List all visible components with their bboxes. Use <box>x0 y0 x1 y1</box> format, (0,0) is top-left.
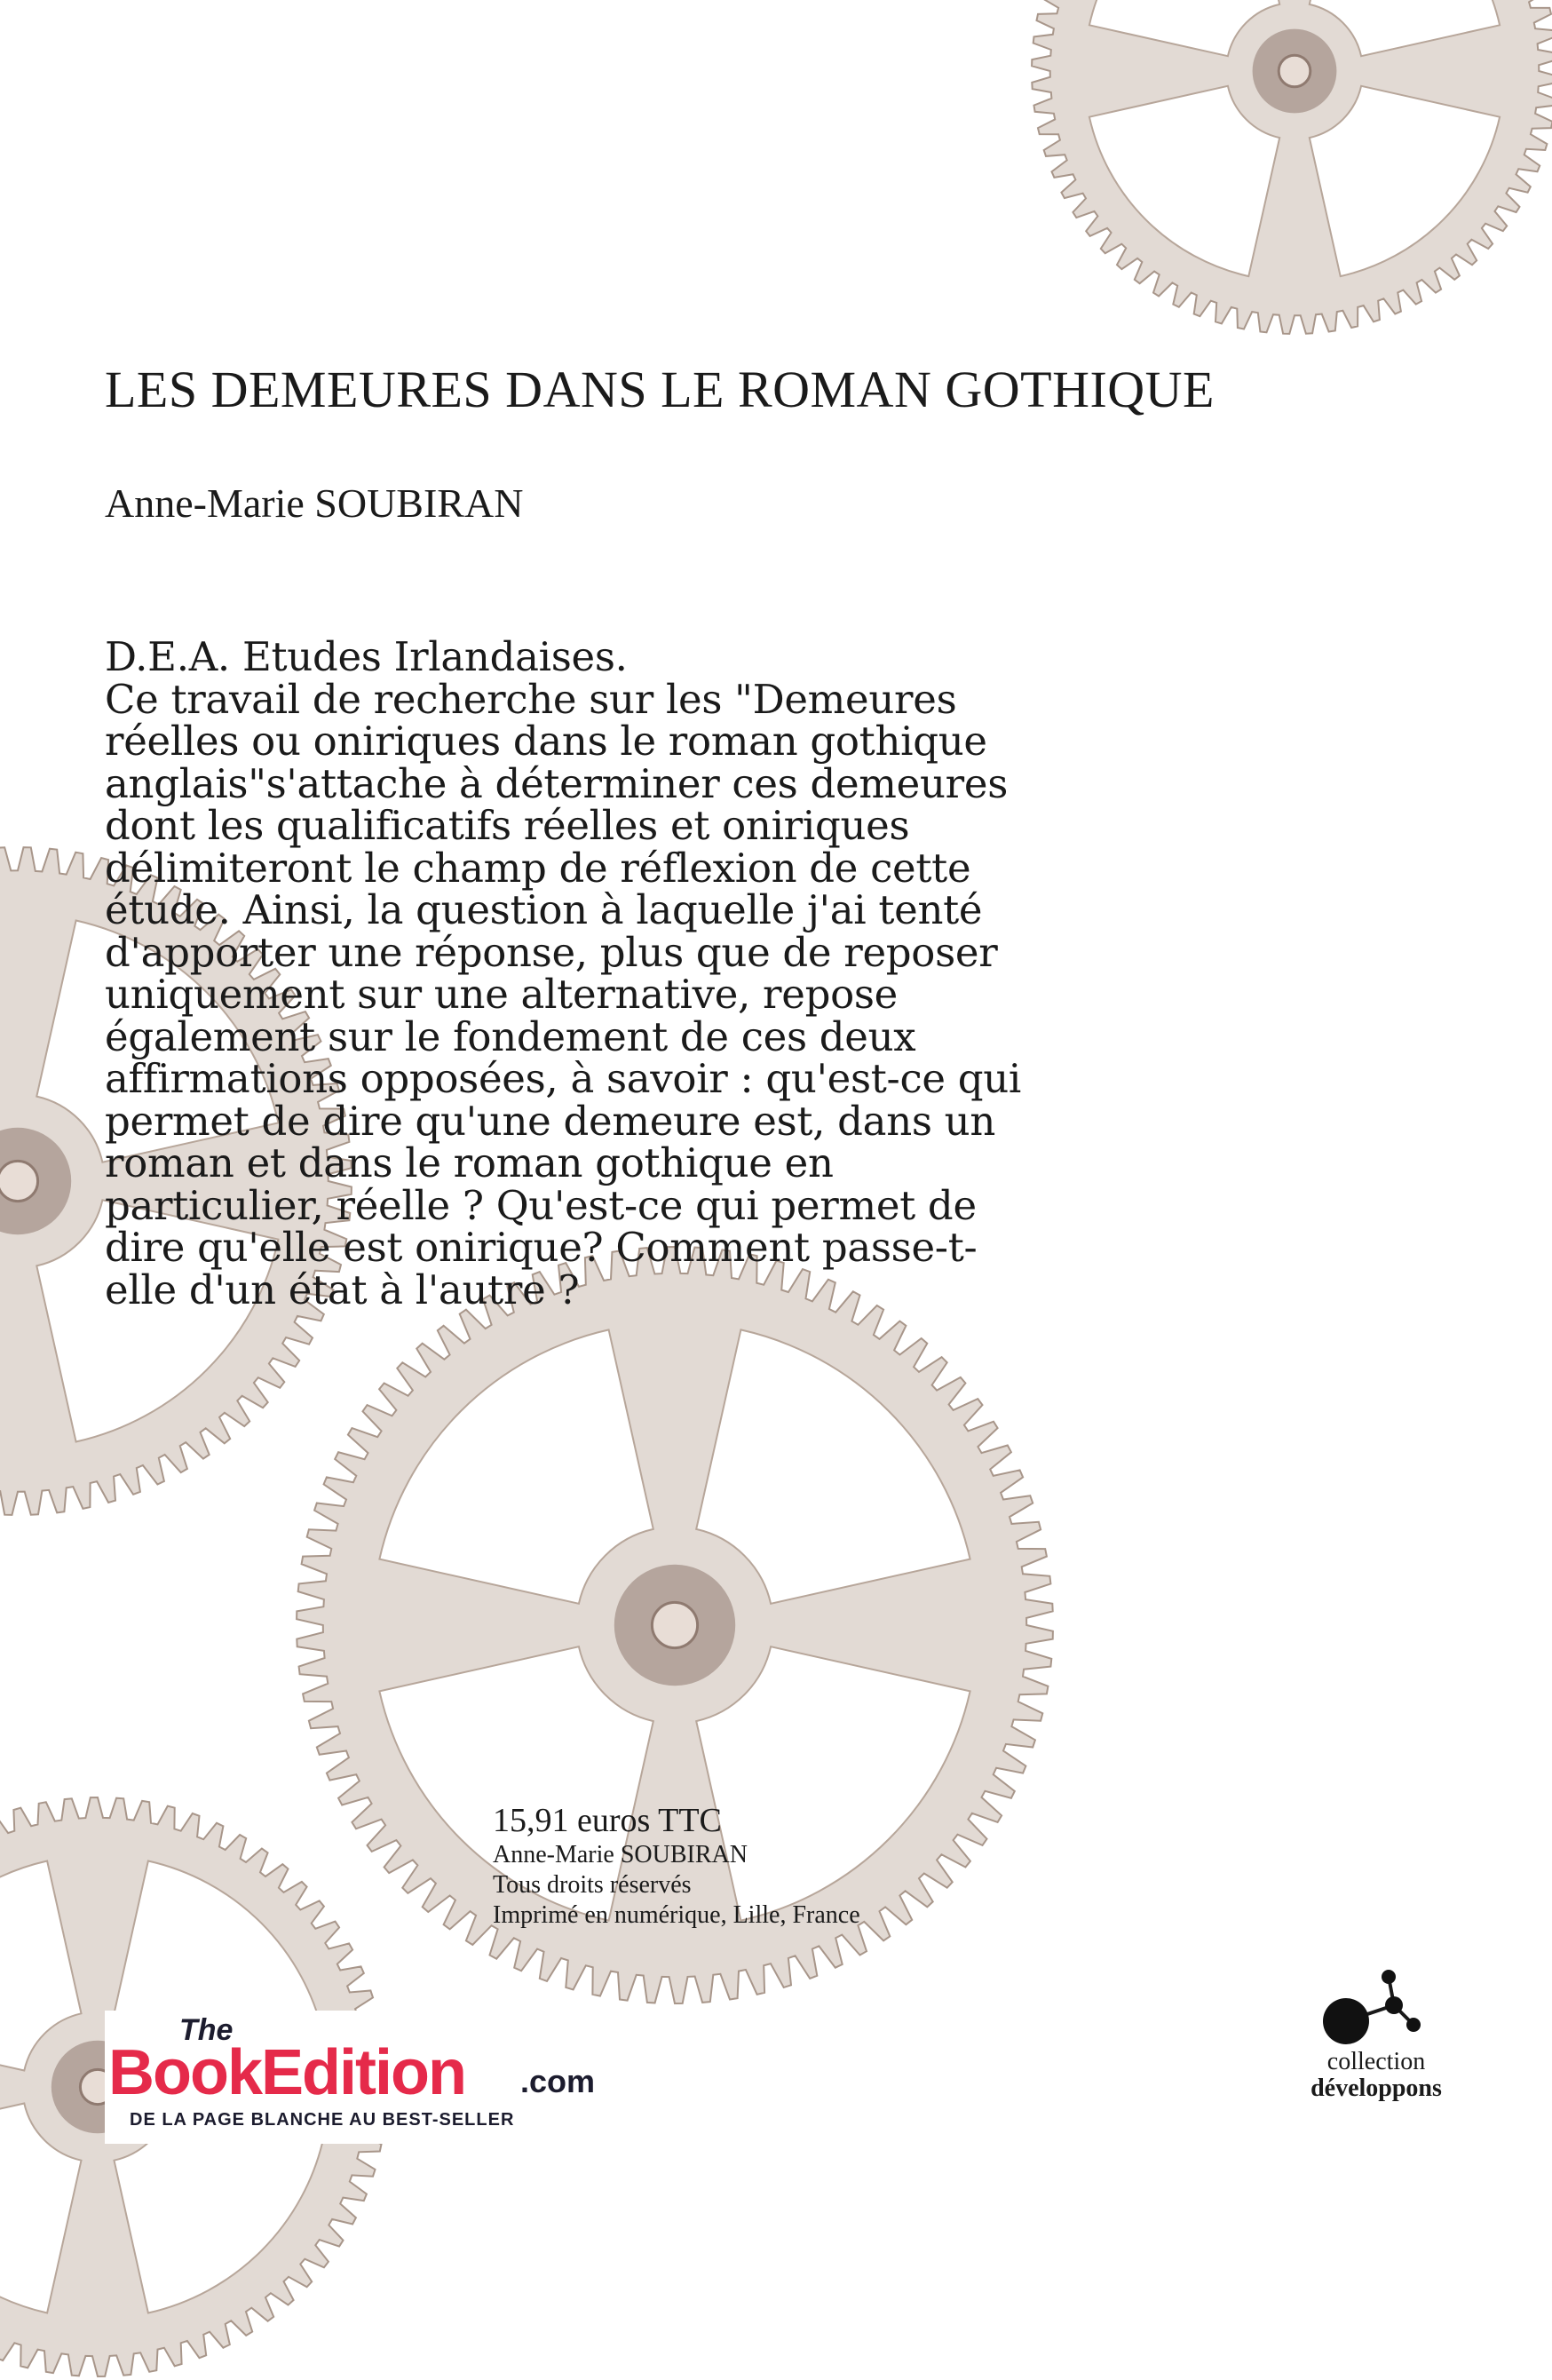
logo-tagline: DE LA PAGE BLANCHE AU BEST-SELLER <box>130 2110 515 2130</box>
collection-name: développons <box>1310 2075 1442 2102</box>
summary-line: affirmations opposées, à savoir : qu'est-ce qui <box>105 1055 1021 1102</box>
gear-axle <box>652 1602 697 1647</box>
summary-line: dire qu'elle est onirique? Comment passe-t- <box>105 1224 978 1271</box>
print-location: Imprimé en numérique, Lille, France <box>493 1901 860 1929</box>
summary-line: particulier, réelle ? Qu'est-ce qui permet de <box>105 1181 977 1229</box>
gear-axle <box>1279 55 1310 87</box>
logo-main-text: BookEdition <box>108 2037 465 2108</box>
summary-line: dont les qualificatifs réelles et oniriques <box>105 802 910 849</box>
rights-notice: Tous droits réservés <box>493 1871 692 1899</box>
back-cover-summary <box>105 633 1232 1313</box>
logo-the-text: The <box>179 2013 234 2047</box>
summary-line: roman et dans le roman gothique en <box>105 1139 834 1186</box>
summary-line: étude. Ainsi, la question à laquelle j'ai tenté <box>105 886 983 933</box>
summary-line: Ce travail de recherche sur les "Demeures <box>105 675 957 723</box>
summary-line: réelles ou oniriques dans le roman gothique <box>105 718 987 765</box>
price: 15,91 euros TTC <box>493 1802 722 1839</box>
gear-svg <box>1028 0 1552 337</box>
molecule-icon <box>1321 1970 1428 2054</box>
collection-label: collection <box>1326 2048 1426 2075</box>
summary-line: délimiteront le champ de réflexion de cette <box>105 844 971 892</box>
gear-illustration-top-right-icon <box>1028 0 1552 337</box>
summary-line: elle d'un état à l'autre ? <box>105 1265 580 1313</box>
gear-axle <box>0 1161 38 1201</box>
summary-line: anglais"s'attache à déterminer ces demeures <box>105 759 1009 807</box>
summary-line: également sur le fondement de ces deux <box>105 1012 916 1060</box>
imprint-author: Anne-Marie SOUBIRAN <box>493 1841 748 1868</box>
summary-line: permet de dire qu'une demeure est, dans un <box>105 1097 996 1145</box>
book-author: Anne-Marie SOUBIRAN <box>105 480 524 526</box>
imprint-block <box>493 1801 860 1931</box>
summary-line: uniquement sur une alternative, repose <box>105 971 898 1018</box>
publisher-logo <box>105 2011 629 2144</box>
summary-line: D.E.A. Etudes Irlandaises. <box>105 633 628 680</box>
summary-line: d'apporter une réponse, plus que de reposer <box>105 928 998 976</box>
logo-dotcom-text: .com <box>520 2063 596 2099</box>
book-title: LES DEMEURES DANS LE ROMAN GOTHIQUE <box>105 361 1215 418</box>
